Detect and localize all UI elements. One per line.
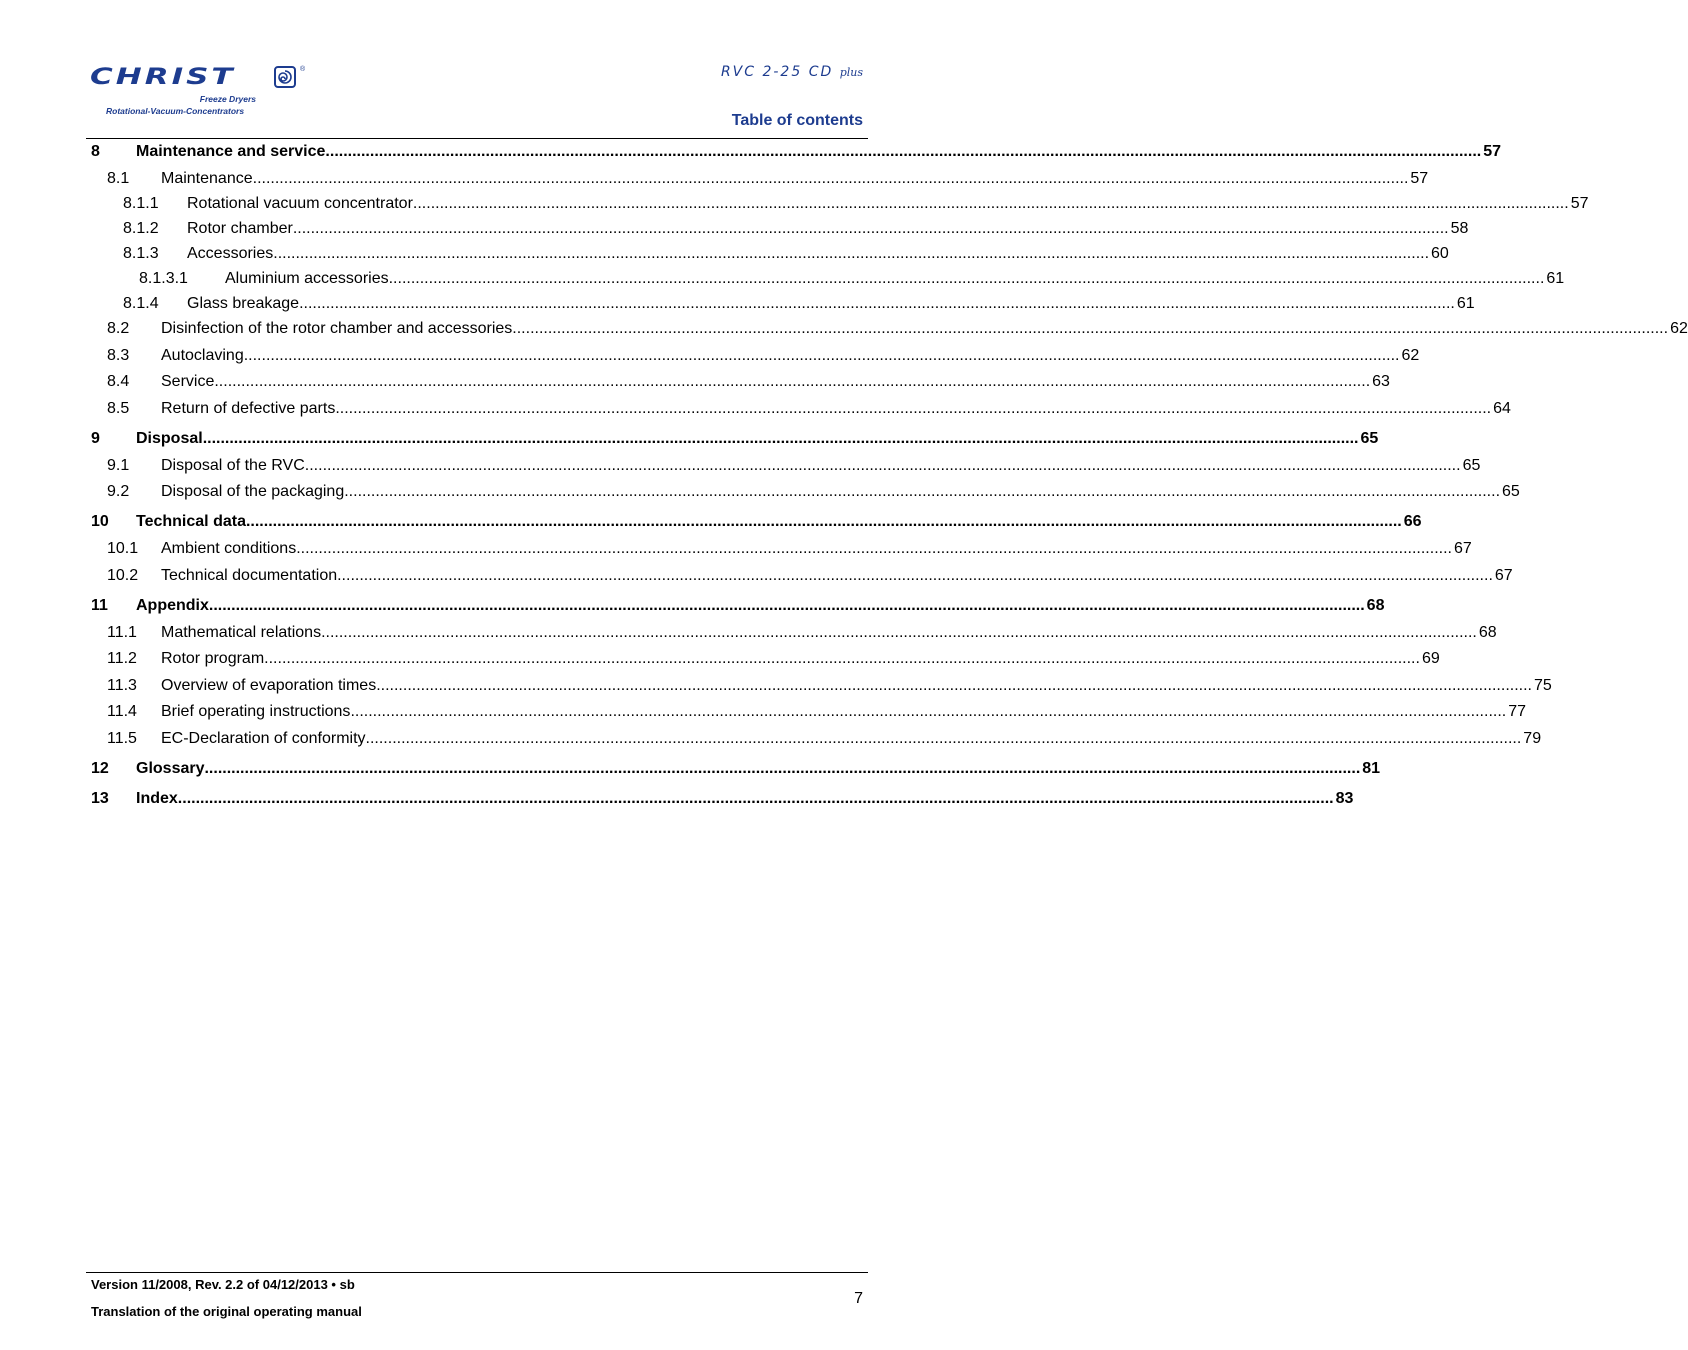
toc-entry-title: Service [161,373,215,390]
toc-entry-title: Brief operating instructions [161,703,351,720]
toc-entry-number: 11.2 [107,650,137,667]
toc-entry-number: 11.5 [107,730,137,747]
toc-entry[interactable] [0,540,1472,562]
toc-entry-leader [225,270,1565,288]
toc-entry-number: 8 [91,143,100,160]
toc-leader-dots: .................................................................................................................................................................................................................................................................... [304,457,1461,474]
toc-leader-dots: .................................................................................................................................................................................................................................................................... [299,295,1455,312]
toc-entry-number: 8.1.1 [123,195,159,212]
toc-entry-leader [136,430,1379,448]
toc-entry-leader [161,320,1688,338]
toc-entry-number: 11 [91,597,108,614]
toc-entry-number: 8.1.4 [123,295,159,312]
toc-entry-leader [161,373,1390,391]
toc-entry-number: 8.5 [107,400,130,417]
logo-brand: CHRIST [90,64,236,90]
toc-leader-dots: .................................................................................................................................................................................................................................................................... [296,540,1452,557]
toc-entry[interactable] [0,400,1511,422]
toc-entry-leader [187,195,1589,213]
toc-entry-page: 65 [1360,430,1379,447]
toc-leader-dots: .................................................................................................................................................................................................................................................................... [204,760,1361,777]
toc-leader-dots: .................................................................................................................................................................................................................................................................... [335,400,1492,417]
toc-entry-number: 13 [91,790,109,807]
toc-entry-leader [161,677,1552,695]
toc-leader-dots: .................................................................................................................................................................................................................................................................... [273,245,1430,262]
toc-entry-number: 10 [91,513,109,530]
toc-entry-number: 12 [91,760,109,777]
toc-leader-dots: .................................................................................................................................................................................................................................................................... [292,220,1449,237]
toc-entry[interactable] [0,790,1354,812]
toc-entry-page: 68 [1478,624,1497,641]
toc-entry[interactable] [0,483,1520,505]
toc-entry[interactable] [0,730,1542,752]
toc-leader-dots: .................................................................................................................................................................................................................................................................... [350,703,1507,720]
toc-entry-number: 8.1 [107,170,130,187]
toc-entry[interactable] [0,270,1565,292]
toc-entry-title: Disposal [136,430,203,447]
toc-entry[interactable] [0,295,1475,317]
toc-entry-page: 63 [1372,373,1390,390]
toc-entry-page: 83 [1335,790,1354,807]
toc-entry-page: 79 [1523,730,1542,747]
toc-entry-number: 10.1 [107,540,139,557]
toc-leader-dots: .................................................................................................................................................................................................................................................................... [388,270,1545,287]
toc-entry-number: 8.4 [107,373,130,390]
toc-entry-leader [161,730,1542,748]
toc-leader-dots: .................................................................................................................................................................................................................................................................... [512,320,1669,337]
toc-entry-number: 11.1 [107,624,137,641]
toc-entry[interactable] [0,195,1589,217]
toc-entry-leader [136,760,1381,778]
toc-entry[interactable] [0,703,1527,725]
toc-entry[interactable] [0,677,1552,699]
toc-entry-page: 65 [1502,483,1520,500]
toc-entry[interactable] [0,220,1469,242]
toc-entry-page: 60 [1431,245,1449,262]
toc-entry-leader [161,400,1511,418]
toc-leader-dots: .................................................................................................................................................................................................................................................................... [321,624,1477,641]
toc-leader-dots: .................................................................................................................................................................................................................................................................... [325,143,1482,160]
toc-entry-number: 9.1 [107,457,130,474]
toc-leader-dots: .................................................................................................................................................................................................................................................................... [208,597,1365,614]
footer-version: Version 11/2008, Rev. 2.2 of 04/12/2013 • sb [91,1277,355,1292]
christ-logo [90,60,320,120]
toc-entry-title: Disinfection of the rotor chamber and accessories [161,320,513,337]
toc-leader-dots: .................................................................................................................................................................................................................................................................... [202,430,1359,447]
toc-entry-number: 8.3 [107,347,130,364]
toc-entry-title: Glossary [136,760,205,777]
toc-entry-page: 67 [1453,540,1472,557]
toc-entry-page: 68 [1366,597,1385,614]
toc-entry-title: Technical data [136,513,246,530]
toc-entry-page: 58 [1450,220,1469,237]
toc-entry[interactable] [0,373,1390,395]
toc-entry-leader [161,703,1527,721]
toc-entry-leader [161,347,1420,365]
toc-entry-leader [161,650,1440,668]
toc-entry[interactable] [0,143,1501,165]
toc-entry-page: 61 [1546,270,1565,287]
toc-entry[interactable] [0,347,1420,369]
toc-entry-title: Maintenance [161,170,253,187]
toc-entry-number: 9.2 [107,483,130,500]
toc-entry-number: 10.2 [107,567,139,584]
toc-leader-dots: .................................................................................................................................................................................................................................................................... [252,170,1409,187]
toc-entry-page: 65 [1462,457,1481,474]
toc-entry-number: 8.1.3 [123,245,159,262]
toc-entry-title: Return of defective parts [161,400,336,417]
toc-leader-dots: .................................................................................................................................................................................................................................................................... [243,347,1400,364]
toc-entry[interactable] [0,760,1381,782]
toc-entry-page: 81 [1362,760,1381,777]
registered-mark-icon: ® [300,66,306,73]
toc-entry[interactable] [0,567,1513,589]
toc-entry-title: Technical documentation [161,567,338,584]
toc-entry-leader [161,540,1472,558]
toc-entry-number: 8.1.2 [123,220,159,237]
toc-entry[interactable] [0,650,1440,672]
toc-entry-page: 62 [1670,320,1688,337]
toc-entry-page: 69 [1421,650,1440,667]
toc-entry-title: Aluminium accessories [225,270,389,287]
toc-leader-dots: .................................................................................................................................................................................................................................................................... [214,373,1371,390]
toc-entry-leader [136,513,1422,531]
toc-leader-dots: .................................................................................................................................................................................................................................................................... [376,677,1532,694]
toc-leader-dots: .................................................................................................................................................................................................................................................................... [365,730,1522,747]
page-number: 7 [854,1290,863,1307]
toc-entry[interactable] [0,597,1385,619]
toc-entry-title: Autoclaving [161,347,244,364]
footer-divider [86,1272,868,1273]
toc-entry-title: Index [136,790,178,807]
toc-entry-page: 66 [1403,513,1422,530]
toc-leader-dots: .................................................................................................................................................................................................................................................................... [245,513,1402,530]
logo-tagline-2: Rotational-Vacuum-Concentrators [106,106,245,116]
toc-entry-page: 75 [1533,677,1552,694]
swirl-icon [274,66,296,88]
toc-entry-title: Overview of evaporation times [161,677,377,694]
toc-entry-title: Rotor chamber [187,220,293,237]
toc-entry-page: 77 [1508,703,1527,720]
header-divider [86,138,868,139]
toc-entry[interactable] [0,320,1688,342]
logo-tagline-1: Freeze Dryers [199,94,256,104]
toc-entry-leader [187,220,1469,238]
toc-entry-number: 9 [91,430,100,447]
toc-entry-title: Maintenance and service [136,143,326,160]
toc-entry-title: Accessories [187,245,274,262]
toc-entry-title: Ambient conditions [161,540,297,557]
toc-entry-title: Disposal of the RVC [161,457,305,474]
toc-entry-title: Rotational vacuum concentrator [187,195,413,212]
toc-entry-title: Rotor program [161,650,265,667]
model-suffix: plus [839,66,863,79]
toc-entry[interactable] [0,170,1429,192]
toc-entry-leader [161,567,1513,585]
toc-leader-dots: .................................................................................................................................................................................................................................................................... [177,790,1334,807]
toc-entry[interactable] [0,624,1497,646]
toc-entry-leader [136,143,1501,161]
toc-entry-title: Disposal of the packaging [161,483,345,500]
toc-entry-page: 57 [1483,143,1501,160]
toc-entry-number: 8.2 [107,320,130,337]
toc-entry-leader [187,245,1449,263]
toc-entry-leader [161,483,1520,501]
toc-entry[interactable] [0,457,1481,479]
toc-entry-page: 57 [1410,170,1429,187]
toc-leader-dots: .................................................................................................................................................................................................................................................................... [344,483,1501,500]
toc-entry-leader [161,624,1497,642]
footer-translation: Translation of the original operating manual [91,1304,362,1319]
model-label: RVC 2-25 CD [720,64,834,80]
toc-entry-page: 67 [1494,567,1513,584]
section-title: Table of contents [731,112,863,129]
toc-entry-title: Glass breakage [187,295,300,312]
toc-entry-leader [161,170,1429,188]
toc-entry-page: 64 [1493,400,1511,417]
toc-leader-dots: .................................................................................................................................................................................................................................................................... [337,567,1493,584]
toc-entry-title: Mathematical relations [161,624,322,641]
toc-entry-number: 11.3 [107,677,137,694]
toc-entry-leader [136,597,1385,615]
toc-entry[interactable] [0,513,1422,535]
toc-entry-title: Appendix [136,597,209,614]
toc-entry[interactable] [0,245,1449,267]
toc-entry-page: 61 [1456,295,1475,312]
toc-entry-page: 62 [1401,347,1420,364]
toc-entry-leader [136,790,1354,808]
toc-entry-number: 11.4 [107,703,137,720]
toc-entry-leader [161,457,1481,475]
toc-entry-number: 8.1.3.1 [139,270,188,287]
model-name [721,64,863,80]
toc-leader-dots: .................................................................................................................................................................................................................................................................... [264,650,1420,667]
toc-entry[interactable] [0,430,1379,452]
toc-leader-dots: .................................................................................................................................................................................................................................................................... [412,195,1569,212]
toc-entry-title: EC-Declaration of conformity [161,730,366,747]
toc-entry-page: 57 [1570,195,1589,212]
toc-entry-leader [187,295,1475,313]
